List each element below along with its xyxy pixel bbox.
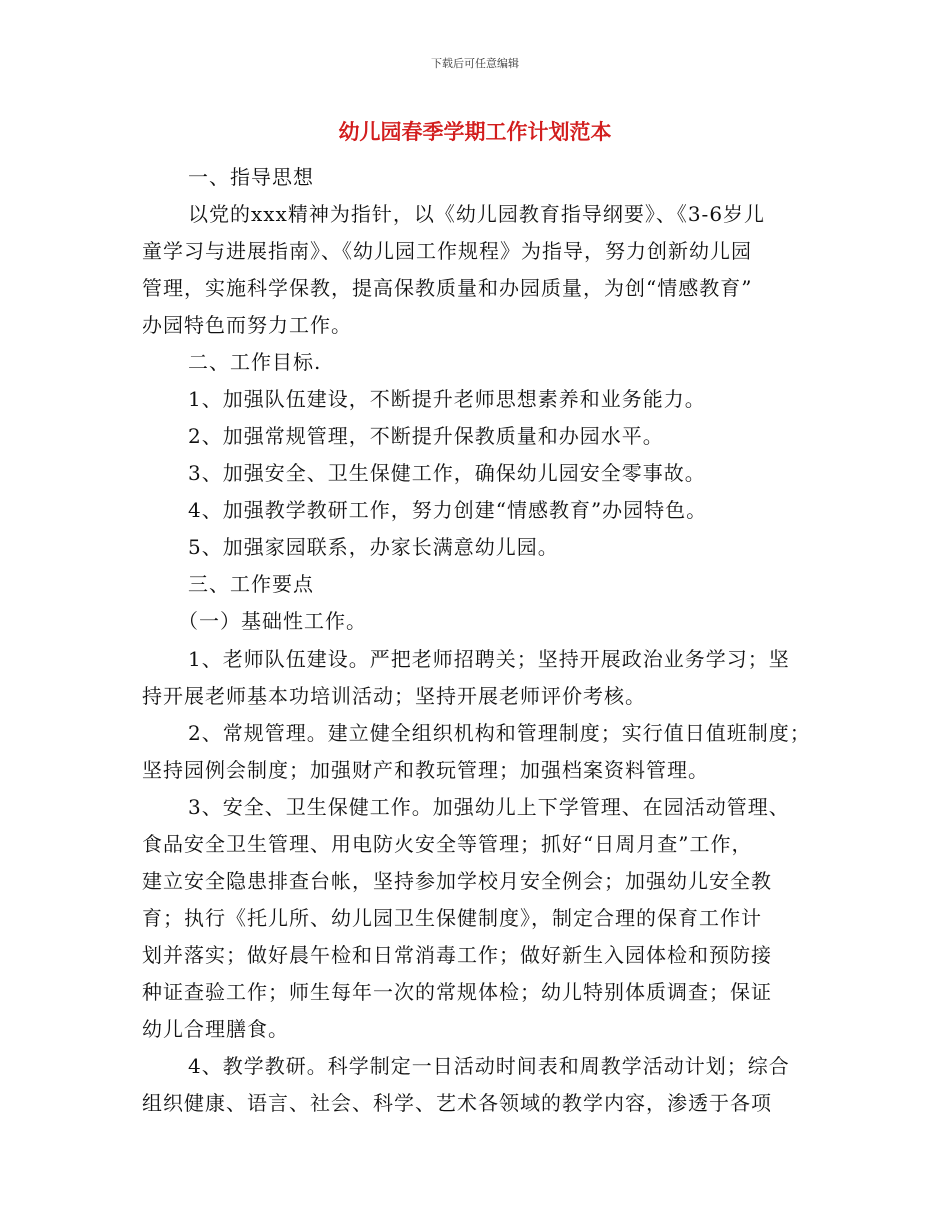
paragraph-line: 以党的xxx精神为指针，以《幼儿园教育指导纲要》、《3-6岁儿 bbox=[188, 202, 766, 226]
paragraph-line: 1、老师队伍建设。严把老师招聘关；坚持开展政治业务学习；坚 bbox=[188, 647, 790, 671]
paragraph-line: 建立安全隐患排查台帐，坚持参加学校月安全例会；加强幼儿安全教 bbox=[142, 869, 772, 893]
paragraph-line: 幼儿合理膳食。 bbox=[142, 1017, 289, 1041]
paragraph-line: 2、常规管理。建立健全组织机构和管理制度；实行值日值班制度； bbox=[188, 721, 811, 745]
paragraph-line: 组织健康、语言、社会、科学、艺术各领域的教学内容，渗透于各项 bbox=[142, 1091, 772, 1115]
paragraph-line: 育；执行《托儿所、幼儿园卫生保健制度》，制定合理的保育工作计 bbox=[142, 906, 762, 930]
document-title: 幼儿园春季学期工作计划范本 bbox=[338, 119, 612, 144]
heading-guiding-thought: 一、指导思想 bbox=[188, 165, 314, 189]
paragraph-line: 3、安全、卫生保健工作。加强幼儿上下学管理、在园活动管理、 bbox=[188, 795, 790, 819]
paragraph-line: 划并落实；做好晨午检和日常消毒工作；做好新生入园体检和预防接 bbox=[142, 943, 772, 967]
paragraph-line: 管理，实施科学保教，提高保教质量和办园质量，为创“情感教育” bbox=[142, 276, 753, 300]
header-note: 下载后可任意编辑 bbox=[431, 57, 519, 70]
goal-item: 1、加强队伍建设，不断提升老师思想素养和业务能力。 bbox=[188, 387, 706, 411]
paragraph-line: 4、教学教研。科学制定一日活动时间表和周教学活动计划；综合 bbox=[188, 1054, 790, 1078]
subheading-basic-work: （一）基础性工作。 bbox=[178, 609, 367, 633]
goal-item: 4、加强教学教研工作，努力创建“情感教育”办园特色。 bbox=[188, 498, 708, 522]
goal-item: 3、加强安全、卫生保健工作，确保幼儿园安全零事故。 bbox=[188, 461, 706, 485]
paragraph-line: 种证查验工作；师生每年一次的常规体检；幼儿特别体质调查；保证 bbox=[142, 980, 772, 1004]
heading-work-points: 三、工作要点 bbox=[188, 572, 314, 596]
paragraph-line: 童学习与进展指南》、《幼儿园工作规程》为指导，努力创新幼儿园 bbox=[142, 239, 752, 263]
goal-item: 2、加强常规管理，不断提升保教质量和办园水平。 bbox=[188, 424, 664, 448]
paragraph-line: 坚持园例会制度；加强财产和教玩管理；加强档案资料管理。 bbox=[142, 758, 709, 782]
goal-item: 5、加强家园联系，办家长满意幼儿园。 bbox=[188, 535, 559, 559]
paragraph-line: 持开展老师基本功培训活动；坚持开展老师评价考核。 bbox=[142, 684, 646, 708]
heading-work-goals: 二、工作目标. bbox=[188, 350, 322, 374]
paragraph-line: 食品安全卫生管理、用电防火安全等管理；抓好“日周月查”工作， bbox=[142, 832, 753, 856]
paragraph-line: 办园特色而努力工作。 bbox=[142, 313, 352, 337]
